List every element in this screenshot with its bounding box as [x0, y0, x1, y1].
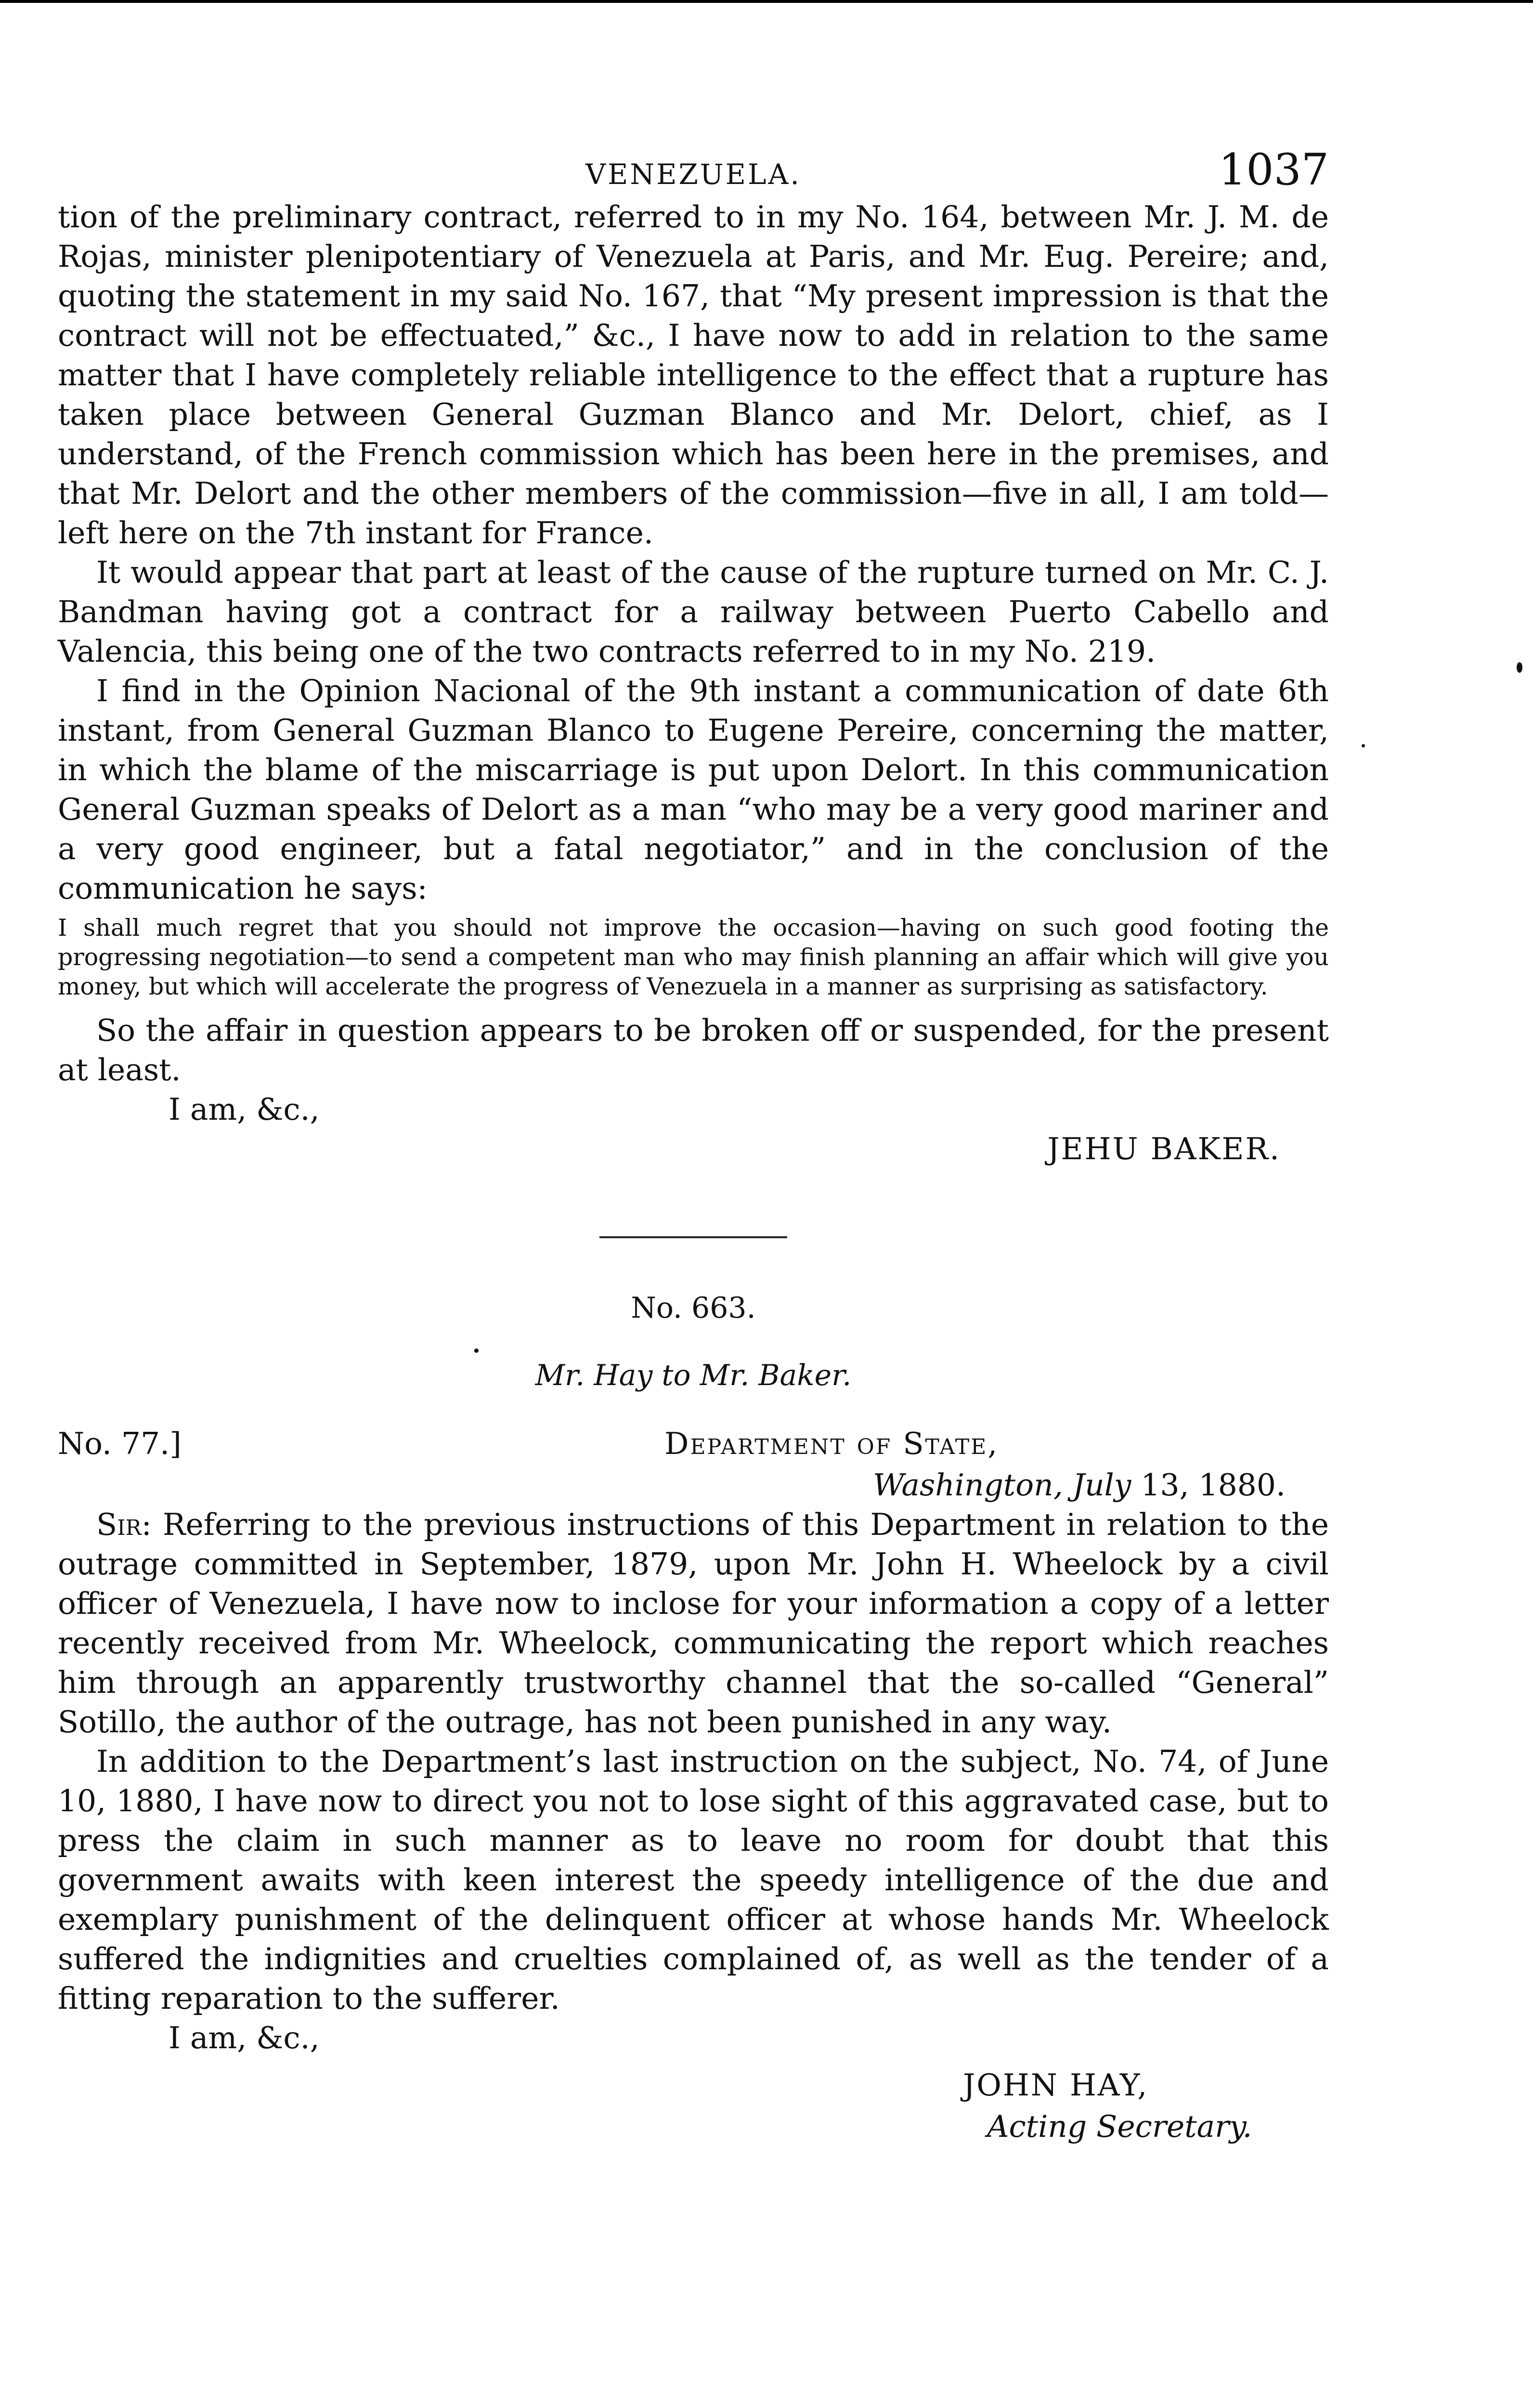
- margin-speck: [474, 1348, 479, 1353]
- page: [58, 144, 1329, 2154]
- top-border-rule: [0, 0, 1533, 3]
- paragraph-instruction: In addition to the Department’s last instruction on the subject, No. 74, of June 10, 1880, I have now to direct you not to lose sight of this aggravated case, but to press the claim in such manner as to leave no room for doubt that this government awaits with keen interest the speedy intelligence of the due and exemplary punishment of the delinquent officer at whose hands Mr. Wheelock suffered the indignities and cruelties complained of, as well as the tender of a fitting reparation to the sufferer.: [58, 1744, 1329, 2016]
- signature-baker: JEHU BAKER.: [1047, 1131, 1281, 1166]
- running-title: VENEZUELA.: [585, 158, 801, 191]
- letter-meta: [58, 1426, 1329, 1466]
- margin-speck: [1362, 744, 1365, 747]
- salutation: Sir:: [96, 1507, 152, 1542]
- paragraph-opinion-nacional: I find in the Opinion Nacional of the 9th instant a communication of date 6th instant, from General Guzman Blanco to Eugene Pereire, concerning the matter, in which the blame of the miscarriage is put upon Delort. In this communication General Guzman speaks of Delort as a man “who may be a very good mariner and a very good engineer, but a fatal negotiator,” and in the conclusion of the communication he says:: [58, 673, 1329, 906]
- dateline: [58, 1466, 1329, 1505]
- margin-speck: [1517, 662, 1522, 673]
- dateline-place: Washington, July: [873, 1467, 1131, 1503]
- paragraph-conclusion: So the affair in question appears to be broken off or suspended, for the present at least.: [58, 1013, 1329, 1087]
- block-quote: I shall much regret that you should not improve the occasion—having on such good footing the progressing negotiation—to send a competent man who may finish planning an affair which will give you money, but which will accelerate the progress of Venezuela in a manner as surprising as satisfactory.: [58, 914, 1329, 1000]
- signature-block-hay: [58, 2068, 1329, 2154]
- reference-number: No. 77.]: [58, 1426, 182, 1461]
- document-number: No. 663.: [631, 1291, 756, 1325]
- paragraph-referring: [58, 1505, 1329, 1742]
- closing-line: I am, &c.,: [169, 2020, 320, 2055]
- signature-title: Acting Secretary.: [987, 2109, 1252, 2144]
- department-name: Department of State,: [664, 1426, 999, 1461]
- running-head: [58, 144, 1329, 197]
- letter-heading: Mr. Hay to Mr. Baker.: [535, 1359, 852, 1392]
- signature-name: JOHN HAY,: [963, 2068, 1149, 2103]
- section-divider: [599, 1236, 787, 1238]
- paragraph-rupture-cause: It would appear that part at least of the cause of the rupture turned on Mr. C. J. Bandman having got a contract for a railway between Puerto Cabello and Valencia, this being one of the two contracts referred to in my No. 219.: [58, 555, 1329, 669]
- page-number: 1037: [1218, 144, 1329, 195]
- paragraph-continuation: tion of the preliminary contract, referred to in my No. 164, between Mr. J. M. de Rojas, minister plenipotentiary of Venezuela at Paris, and Mr. Eug. Pereire; and, quoting the statement in my said No. 167, that “My present impression is that the contract will not be effectuated,” &c., I have now to add in relation to the same matter that I have completely reliable intelligence to the effect that a rupture has taken place between General Guzman Blanco and Mr. Delort, chief, as I understand, of the French commission which has been here in the premises, and that Mr. Delort and the other members of the commission—five in all, I am told—left here on the 7th instant for France.: [58, 199, 1329, 550]
- letter-hay: [58, 1291, 1329, 2154]
- dateline-date: 13, 1880.: [1141, 1467, 1286, 1503]
- letter-baker: [58, 197, 1329, 1169]
- paragraph-referring-text: Referring to the previous instructions of this Department in relation to the outrage committed in September, 1879, upon Mr. John H. Wheelock by a civil officer of Venezuela, I have now to inclose for your information a copy of a letter recently received from Mr. Wheelock, communicating the report which reaches him through an apparently trustworthy channel that the so-called “General” Sotillo, the author of the outrage, has not been punished in any way.: [58, 1507, 1329, 1740]
- closing-line: I am, &c.,: [169, 1092, 320, 1127]
